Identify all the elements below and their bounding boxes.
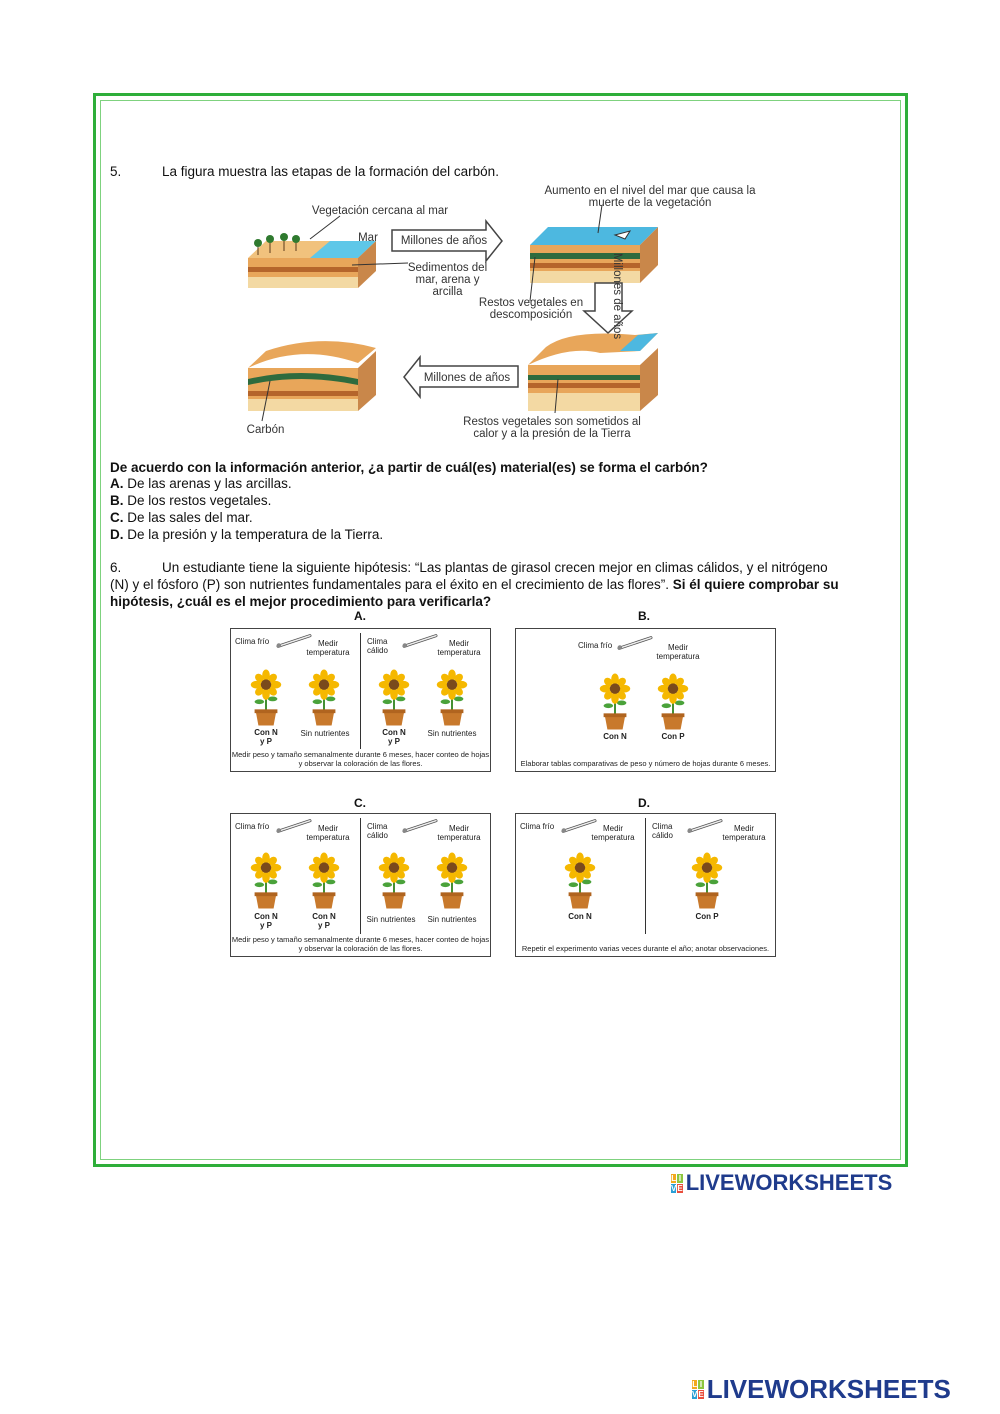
label-carbon: Carbón bbox=[246, 424, 285, 436]
measure-label: Medir temperatura bbox=[306, 824, 350, 842]
sunflower-icon bbox=[375, 667, 413, 727]
panel-a-letter: A. bbox=[354, 609, 366, 623]
measure-label: Medir temperatura bbox=[656, 643, 700, 661]
climate-label: Clima cálido bbox=[652, 822, 673, 840]
sunflower-icon bbox=[596, 671, 634, 731]
climate-label: Clima frío bbox=[520, 822, 555, 831]
sunflower-icon bbox=[305, 850, 343, 910]
label-arrow-3: Millones de años bbox=[423, 372, 511, 384]
panel-divider bbox=[645, 818, 646, 934]
panel-divider bbox=[360, 633, 361, 749]
panel-caption: Medir peso y tamaño semanalmente durante 6 meses, hacer conteo de hojas y observar la coloración de las flores. bbox=[231, 750, 490, 768]
label-aumento: Aumento en el nivel del mar que causa la muerte de la vegetación bbox=[544, 185, 756, 209]
climate-label: Clima frío bbox=[235, 822, 270, 831]
stage-3-block bbox=[528, 333, 658, 411]
logo-mark-icon: L I V E bbox=[692, 1380, 704, 1399]
label-vegetacion: Vegetación cercana al mar bbox=[311, 205, 449, 217]
sunflower-icon bbox=[433, 667, 471, 727]
sunflower-icon bbox=[247, 850, 285, 910]
sunflower-icon bbox=[654, 671, 692, 731]
sunflower-icon bbox=[247, 667, 285, 727]
panel-c[interactable] bbox=[230, 813, 491, 957]
panel-b[interactable] bbox=[515, 628, 776, 772]
panel-a[interactable] bbox=[230, 628, 491, 772]
panel-b-letter: B. bbox=[638, 609, 650, 623]
option-d[interactable]: D. De la presión y la temperatura de la Tierra. bbox=[110, 527, 384, 542]
thermometer-icon bbox=[616, 635, 654, 651]
measure-label: Medir temperatura bbox=[437, 824, 481, 842]
plant-label: Sin nutrientes bbox=[366, 915, 416, 924]
logo-mark-icon: L I V E bbox=[671, 1173, 683, 1193]
liveworksheets-logo-footer bbox=[692, 1374, 951, 1405]
question-5-prompt: De acuerdo con la información anterior, ¿a partir de cuál(es) material(es) se forma el carbón? bbox=[110, 460, 708, 475]
climate-label: Clima cálido bbox=[367, 637, 388, 655]
label-restos-descomposicion: Restos vegetales en descomposición bbox=[478, 297, 584, 321]
climate-label: Clima frío bbox=[578, 641, 613, 650]
plant-label: Sin nutrientes bbox=[427, 729, 477, 738]
sunflower-icon bbox=[688, 850, 726, 910]
plant-label: Con P bbox=[695, 912, 719, 921]
measure-label: Medir temperatura bbox=[591, 824, 635, 842]
label-arrow-1: Millones de años bbox=[400, 235, 488, 247]
option-a[interactable]: A. De las arenas y las arcillas. bbox=[110, 476, 292, 491]
question-6-text: 6. Un estudiante tiene la siguiente hipótesis: “Las plantas de girasol crecen mejor en climas cálidos, y el nitrógeno (N) y el fósforo (P) son nutrientes fundamentales para el éxito en el crecimiento de las flores”. Si él quiere comprobar su hipótesis, ¿cuál es el mejor procedimiento para verificarla? bbox=[110, 560, 839, 609]
label-mar: Mar bbox=[358, 232, 378, 244]
measure-label: Medir temperatura bbox=[722, 824, 766, 842]
sunflower-icon bbox=[305, 667, 343, 727]
label-arrow-vertical: Millones de años bbox=[611, 252, 623, 340]
plant-label: Con N y P bbox=[382, 728, 406, 746]
stage-4-block bbox=[248, 341, 376, 411]
plant-label: Con N y P bbox=[254, 728, 278, 746]
sunflower-icon bbox=[561, 850, 599, 910]
plant-label: Con N bbox=[568, 912, 592, 921]
sunflower-icon bbox=[375, 850, 413, 910]
stage-2-block bbox=[530, 227, 658, 283]
panel-caption: Repetir el experimento varias veces durante el año; anotar observaciones. bbox=[521, 943, 770, 953]
option-b[interactable]: B. De los restos vegetales. bbox=[110, 493, 272, 508]
plant-label: Con N y P bbox=[312, 912, 336, 930]
measure-label: Medir temperatura bbox=[306, 639, 350, 657]
plant-label: Con N y P bbox=[254, 912, 278, 930]
question-number: 6. bbox=[110, 560, 122, 575]
measure-label: Medir temperatura bbox=[437, 639, 481, 657]
panel-d[interactable] bbox=[515, 813, 776, 957]
panel-caption: Elaborar tablas comparativas de peso y número de hojas durante 6 meses. bbox=[520, 758, 771, 768]
label-restos-calor: Restos vegetales son sometidos al calor y a la presión de la Tierra bbox=[463, 416, 641, 440]
plant-label: Sin nutrientes bbox=[300, 729, 350, 738]
plant-label: Con P bbox=[661, 732, 685, 741]
question-number: 5. bbox=[110, 164, 122, 179]
liveworksheets-logo bbox=[671, 1170, 892, 1196]
panel-d-letter: D. bbox=[638, 796, 650, 810]
label-sedimentos: Sedimentos del mar, arena y arcilla bbox=[407, 262, 488, 298]
logo-text: LIVEWORKSHEETS bbox=[685, 1170, 893, 1195]
climate-label: Clima cálido bbox=[367, 822, 388, 840]
sunflower-icon bbox=[433, 850, 471, 910]
plant-label: Con N bbox=[603, 732, 627, 741]
climate-label: Clima frío bbox=[235, 637, 270, 646]
plant-label: Sin nutrientes bbox=[427, 915, 477, 924]
panel-c-letter: C. bbox=[354, 796, 366, 810]
logo-text: LIVEWORKSHEETS bbox=[706, 1374, 951, 1404]
question-5-text: La figura muestra las etapas de la formación del carbón. bbox=[162, 164, 499, 179]
option-c[interactable]: C. De las sales del mar. bbox=[110, 510, 253, 525]
question-5-intro bbox=[110, 163, 499, 180]
panel-caption: Medir peso y tamaño semanalmente durante 6 meses, hacer conteo de hojas y observar la coloración de las flores. bbox=[231, 935, 490, 953]
